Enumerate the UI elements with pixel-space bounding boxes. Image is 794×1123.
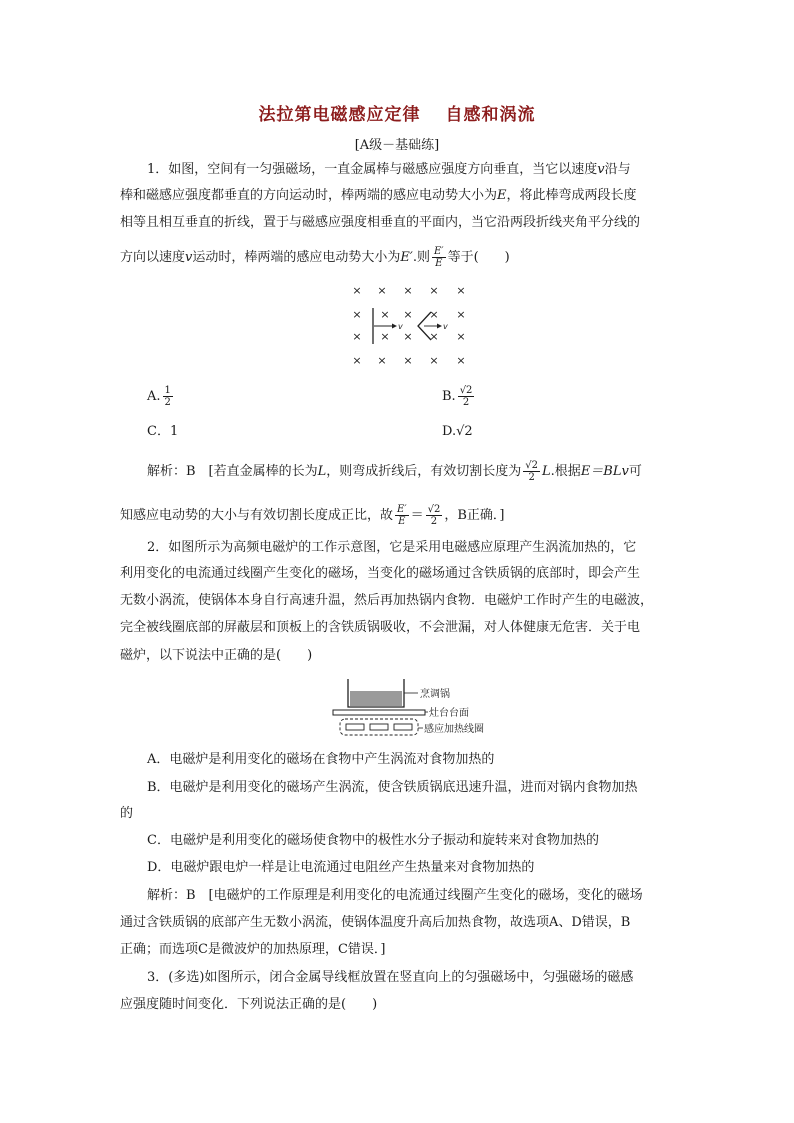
q2-analysis-line2: 通过含铁质锅的底部产生无数小涡流，使锅体温度升高后加热食物，故选项A、D错误，B (120, 915, 631, 930)
q2-option-b-cont: 的 (120, 806, 134, 821)
q1-option-c: C．1 (147, 424, 179, 439)
svg-text:×: × (429, 330, 439, 343)
q1-line2: 棒和磁感应强度都垂直的方向运动时，棒两端的感应电动势大小为E，将此棒弯成两段长度 (120, 188, 637, 203)
svg-text:×: × (377, 354, 387, 367)
svg-text:×: × (429, 308, 439, 321)
svg-text:×: × (429, 284, 439, 297)
q2-line4: 完全被线圈底部的屏蔽层和顶板上的含铁质锅吸收，不会泄漏，对人体健康无危害．关于电 (120, 620, 641, 635)
svg-text:×: × (456, 284, 466, 297)
svg-text:×: × (352, 284, 362, 297)
level-label: [A级－基础练] (354, 138, 440, 153)
q2-line1: 2．如图所示为高频电磁炉的工作示意图，它是采用电磁感应原理产生涡流加热的，它 (147, 540, 637, 555)
svg-text:×: × (377, 284, 387, 297)
svg-text:×: × (456, 354, 466, 367)
q1-option-b: B. $\frac{√2}{2}$ (442, 385, 473, 408)
coil-label: 感应加热线圈 (424, 724, 484, 735)
velocity-label-2: v (443, 322, 448, 331)
q1-line1: 1．如图，空间有一匀强磁场，一直金属棒与磁感应强度方向垂直，当它以速度v沿与 (147, 162, 631, 177)
q2-line2: 利用变化的电流通过线圈产生变化的磁场，当变化的磁场通过含铁质锅的底部时，即会产生 (120, 566, 641, 581)
svg-text:×: × (352, 308, 362, 321)
q1-analysis-line1: 解析：B [若直金属棒的长为L，则弯成折线后，有效切割长度为 $\frac{√2}{2}$ L.根据E＝BLv可 (147, 460, 642, 483)
svg-text:×: × (352, 354, 362, 367)
q1-line4: 方向以速度v运动时，棒两端的感应电动势大小为E′.则 $\frac{E'}{E}$ 等于( ) (120, 246, 510, 269)
svg-text:×: × (429, 354, 439, 367)
svg-text:×: × (456, 330, 466, 343)
q2-option-d: D．电磁炉跟电炉一样是让电流通过电阻丝产生热量来对食物加热的 (147, 860, 535, 875)
q1-magnetic-field-figure (345, 280, 475, 370)
svg-text:×: × (380, 330, 390, 343)
q1-option-d: D.√2 (442, 424, 473, 439)
q1-fraction: $\frac{E'}{E}$ (433, 246, 444, 269)
svg-text:×: × (403, 354, 413, 367)
q2-option-a: A．电磁炉是利用变化的磁场在食物中产生涡流对食物加热的 (147, 752, 495, 767)
q2-line5: 磁炉，以下说法中正确的是( ) (120, 648, 313, 663)
q1-analysis-line2: 知感应电动势的大小与有效切割长度成正比，故 $\frac{E'}{E}$ ＝ $\frac{√2}{2}$ ，B正确．] (120, 504, 505, 527)
svg-text:×: × (403, 330, 413, 343)
q1-line3: 相等且相互垂直的折线，置于与磁感应强度相垂直的平面内，当它沿两段折线夹角平分线的 (120, 215, 641, 230)
q2-analysis-line3: 正确；而选项C是微波炉的加热原理，C错误．] (120, 942, 386, 957)
velocity-label-1: v (398, 322, 403, 331)
pot-label: 烹调锅 (420, 689, 450, 700)
q3-line1: 3．(多选)如图所示，闭合金属导线框放置在竖直向上的匀强磁场中，匀强磁场的磁感 (147, 970, 634, 985)
svg-text:×: × (456, 308, 466, 321)
svg-text:×: × (403, 308, 413, 321)
svg-text:×: × (352, 330, 362, 343)
q2-analysis-line1: 解析：B [电磁炉的工作原理是利用变化的电流通过线圈产生变化的磁场，变化的磁场 (147, 888, 643, 903)
q3-line2: 应强度随时间变化．下列说法正确的是( ) (120, 997, 378, 1012)
q2-option-c: C．电磁炉是利用变化的磁场使食物中的极性水分子振动和旋转来对食物加热的 (147, 833, 599, 848)
q1-option-a: A. $\frac{1}{2}$ (147, 385, 171, 408)
q2-option-b: B．电磁炉是利用变化的磁场产生涡流，使含铁质锅底迅速升温，进而对锅内食物加热 (147, 780, 638, 795)
q2-induction-cooker-figure (330, 673, 500, 743)
svg-text:×: × (403, 284, 413, 297)
page-title: 法拉第电磁感应定律 自感和涡流 (258, 105, 536, 125)
board-label: 灶台台面 (429, 708, 469, 719)
q2-line3: 无数小涡流，使锅体本身自行高速升温，然后再加热锅内食物．电磁炉工作时产生的电磁波， (120, 593, 654, 608)
svg-text:×: × (380, 308, 390, 321)
